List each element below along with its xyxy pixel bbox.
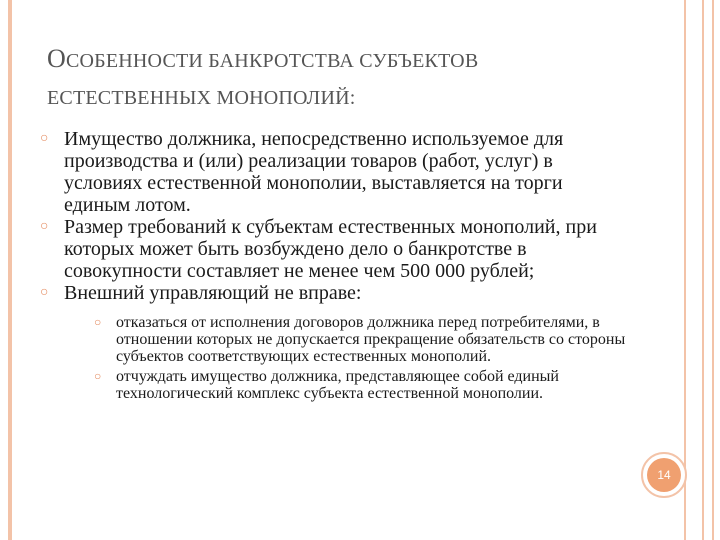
- page-number-badge: [641, 452, 687, 498]
- bullet-list: [40, 128, 630, 402]
- title-line2: ЕСТЕСТВЕННЫХ МОНОПОЛИЙ:: [47, 87, 356, 109]
- open-circle-icon: ○: [40, 131, 49, 146]
- bullet-text: Имущество должника, непосредственно используемое для производства и (или) реализации товаров (работ, услуг) в условиях естественной монополии, выставляется на торги единым лотом.: [64, 128, 564, 216]
- slide-content: [40, 128, 630, 405]
- right-border-decoration: [684, 0, 714, 540]
- page-number: 14: [647, 458, 681, 492]
- right-border-inner-line: [702, 0, 704, 540]
- sub-bullet-list: [94, 314, 630, 402]
- left-border-decoration: [8, 0, 12, 540]
- sub-bullet-item: [94, 314, 630, 365]
- open-circle-icon: ○: [94, 315, 102, 329]
- open-circle-icon: ○: [94, 369, 102, 383]
- sub-bullet-item: [94, 368, 630, 402]
- open-circle-icon: ○: [40, 285, 49, 300]
- bullet-item: [40, 128, 630, 216]
- bullet-text: Размер требований к субъектам естественных монополий, при которых может быть возбуждено дело о банкротстве в совокупности составляет не менее чем 500 000 рублей;: [64, 216, 597, 282]
- bullet-item: [40, 216, 630, 282]
- sub-bullet-text: отчуждать имущество должника, представляющее собой единый технологический комплекс субъекта естественной монополии.: [116, 368, 559, 402]
- open-circle-icon: ○: [40, 219, 49, 234]
- title-line1: СОБЕННОСТИ БАНКРОТСТВА СУБЪЕКТОВ: [65, 50, 479, 72]
- bullet-text: Внешний управляющий не вправе:: [64, 282, 362, 304]
- sub-bullet-text: отказаться от исполнения договоров должника перед потребителями, в отношении которых не допускается прекращение обязательств со стороны субъектов соответствующих естественных монополий.: [116, 314, 626, 365]
- slide-title: [47, 40, 647, 117]
- bullet-item: [40, 282, 630, 402]
- title-first-letter: О: [47, 44, 66, 73]
